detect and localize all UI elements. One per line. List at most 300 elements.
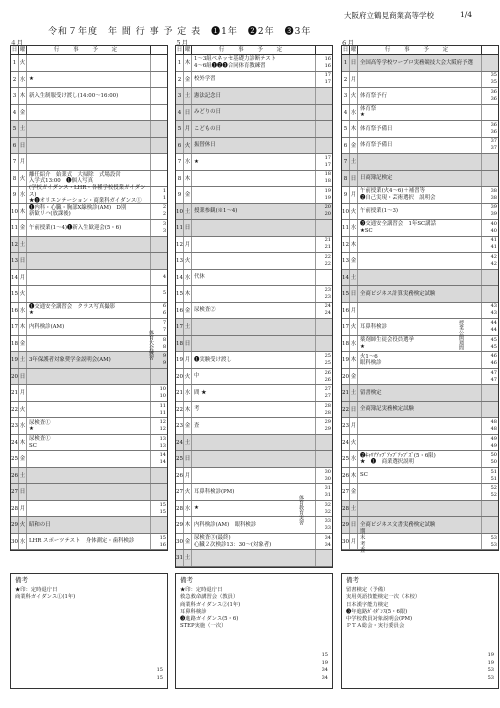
- day-number: 20: [11, 369, 19, 385]
- event-cell: [27, 418, 151, 434]
- weekday: 水: [184, 385, 192, 401]
- event-text: 間 ★: [194, 389, 207, 396]
- lesson-count: [482, 369, 498, 385]
- day-number: 26: [176, 468, 184, 484]
- event-cell: [192, 187, 316, 203]
- day-number: 10: [11, 204, 19, 220]
- note-line: STEP実施（一次）: [180, 623, 227, 630]
- count-value: 3: [162, 220, 166, 227]
- event-cell: [27, 501, 151, 517]
- weekday: 土: [184, 319, 192, 335]
- event-cell: [27, 336, 151, 352]
- day-number: 12: [11, 237, 19, 253]
- lesson-count: [151, 435, 167, 451]
- lesson-count: [482, 517, 498, 533]
- day-number: 10: [176, 204, 184, 220]
- weekday: 土: [184, 435, 192, 451]
- event-cell: [192, 171, 316, 187]
- event-cell: [192, 204, 316, 220]
- event-text: ★ ❶ 商業選択説明: [360, 459, 414, 466]
- weekday: 金: [350, 253, 358, 269]
- count-value: 9: [162, 360, 166, 367]
- day-number: 19: [176, 352, 184, 368]
- lesson-count: [316, 187, 332, 203]
- event-cell: [27, 138, 151, 154]
- table-row: [342, 435, 498, 452]
- event-text: ❷ｷｬﾘｱｱｯﾌﾟｱｯﾌﾟｱｯﾌﾟｽﾞ(5・6限): [360, 452, 436, 459]
- event-cell: [358, 204, 482, 220]
- count-value: 33: [324, 525, 331, 532]
- weekday: 水: [19, 72, 27, 88]
- table-row: [11, 72, 167, 89]
- lesson-count: [316, 220, 332, 236]
- count-value: 42: [490, 260, 497, 267]
- weekday: 金: [19, 105, 27, 121]
- count-value: 52: [490, 492, 497, 499]
- weekday: 火: [184, 253, 192, 269]
- day-number: 18: [11, 336, 19, 352]
- table-row: [176, 220, 332, 237]
- lesson-count: [316, 336, 332, 352]
- event-text: 代休: [194, 274, 205, 281]
- table-row: [342, 72, 498, 89]
- header-weekday: 曜: [350, 47, 357, 53]
- weekday: 月: [350, 418, 358, 434]
- count-value: 38: [490, 194, 497, 201]
- event-cell: [358, 385, 482, 401]
- count-value: 14: [159, 459, 166, 466]
- count-value: 43: [490, 303, 497, 310]
- lesson-count: [151, 303, 167, 319]
- event-cell: [27, 286, 151, 302]
- weekday: 木: [350, 121, 358, 137]
- table-row: [176, 105, 332, 122]
- count-value: 40: [490, 220, 497, 227]
- table-row: [176, 517, 332, 534]
- event-cell: [358, 484, 482, 500]
- table-row: [342, 105, 498, 122]
- day-number: 30: [342, 534, 350, 550]
- event-text: 4〜6組❶❷❸合同体育教練習: [194, 62, 266, 69]
- day-number: 29: [342, 517, 350, 533]
- lesson-count: [482, 402, 498, 418]
- table-row: [342, 55, 498, 72]
- notes-may: [175, 573, 333, 689]
- day-number: 24: [176, 435, 184, 451]
- header-count: [482, 46, 498, 54]
- weekday: 火: [184, 484, 192, 500]
- table-row: [176, 88, 332, 105]
- lesson-count: [151, 385, 167, 401]
- count-value: 39: [490, 211, 497, 218]
- count-value: 25: [324, 360, 331, 367]
- notes-totals: [488, 652, 494, 682]
- lesson-count: [151, 517, 167, 533]
- day-number: 30: [176, 534, 184, 550]
- lesson-count: [151, 171, 167, 187]
- note-line: 日本漢字能力検定: [346, 601, 389, 608]
- lesson-count: [482, 286, 498, 302]
- lesson-count: [316, 352, 332, 368]
- count-value: 13: [159, 442, 166, 449]
- count-value: 16: [324, 55, 331, 62]
- count-value: 13: [159, 435, 166, 442]
- weekday: 月: [19, 501, 27, 517]
- table-row: [11, 88, 167, 105]
- event-cell: [358, 418, 482, 434]
- lesson-count: [482, 270, 498, 286]
- side-note-june: 授業公開週間: [458, 320, 464, 350]
- lesson-count: [316, 369, 332, 385]
- day-number: 17: [176, 319, 184, 335]
- note-line: ❸進路ガイダンス(5・6): [180, 616, 239, 623]
- event-text: 校外学習: [194, 76, 216, 83]
- day-number: 12: [176, 237, 184, 253]
- event-text: 離任紹介 始業式 大掃除 式場設営: [29, 171, 121, 178]
- count-value: 49: [490, 442, 497, 449]
- table-row: [11, 270, 167, 287]
- day-number: 27: [11, 484, 19, 500]
- count-value: 22: [324, 253, 331, 260]
- count-value: 35: [490, 79, 497, 86]
- count-value: 23: [324, 293, 331, 300]
- event-text: ★❶オリエンテーション・商業科ガイダンス①: [29, 198, 142, 205]
- table-row: [176, 319, 332, 336]
- event-cell: [27, 534, 151, 550]
- table-row: [176, 385, 332, 402]
- day-number: 24: [342, 435, 350, 451]
- day-number: 20: [342, 369, 350, 385]
- day-number: 13: [11, 253, 19, 269]
- month-label-may: ５月: [175, 39, 188, 47]
- event-text: 期: [360, 528, 366, 535]
- weekday: 水: [350, 220, 358, 236]
- lesson-count: [316, 138, 332, 154]
- event-text: 尿検査①: [29, 419, 51, 426]
- lesson-count: [482, 435, 498, 451]
- header-weekday: 曜: [184, 47, 191, 53]
- lesson-count: [316, 88, 332, 104]
- note-line: ＰＴＡ総会・実行委員会: [346, 623, 405, 630]
- table-row: [342, 528, 498, 555]
- weekday: 金: [184, 72, 192, 88]
- table-row: [11, 402, 167, 419]
- table-row: [176, 154, 332, 171]
- table-row: [176, 418, 332, 435]
- event-text: 尿検査②: [194, 307, 216, 314]
- day-number: 1: [342, 55, 350, 71]
- event-cell: [358, 451, 482, 467]
- count-value: 52: [490, 485, 497, 492]
- weekday: 木: [184, 286, 192, 302]
- count-value: 27: [324, 393, 331, 400]
- count-value: 14: [159, 452, 166, 459]
- day-number: 29: [11, 517, 19, 533]
- event-cell: [27, 72, 151, 88]
- weekday: 木: [19, 435, 27, 451]
- count-value: 24: [324, 310, 331, 317]
- count-value: 30: [324, 468, 331, 475]
- day-number: 9: [11, 187, 19, 203]
- count-value: 53: [490, 534, 497, 541]
- event-cell: [27, 517, 151, 533]
- lesson-count: [151, 534, 167, 550]
- table-row: [176, 451, 332, 468]
- lesson-count: [151, 154, 167, 170]
- count-value: 29: [324, 419, 331, 426]
- count-value: 31: [324, 492, 331, 499]
- lesson-count: [151, 204, 167, 220]
- event-text: 午前授業(1〜4)❶新入生歓迎会(5・6): [29, 224, 122, 231]
- lesson-count: [316, 517, 332, 533]
- weekday: 土: [350, 270, 358, 286]
- weekday: 月: [19, 385, 27, 401]
- day-number: 28: [342, 501, 350, 517]
- side-note-april: 体育大会練習: [148, 330, 154, 360]
- event-cell: [192, 534, 316, 550]
- notes-title: 備考: [346, 576, 359, 584]
- month-table-april: [10, 45, 168, 551]
- lesson-count: [316, 121, 332, 137]
- weekday: 土: [184, 204, 192, 220]
- header-day: 日: [11, 47, 18, 53]
- total-value: 15: [156, 667, 163, 674]
- day-number: 6: [11, 138, 19, 154]
- weekday: 火: [350, 204, 358, 220]
- header-day: 日: [342, 47, 349, 53]
- table-row: [11, 418, 167, 435]
- lesson-count: [151, 418, 167, 434]
- weekday: 日: [19, 138, 27, 154]
- day-number: 30: [11, 534, 19, 550]
- lesson-count: [151, 72, 167, 88]
- table-row: [176, 352, 332, 369]
- count-value: 10: [159, 386, 166, 393]
- event-cell: [192, 286, 316, 302]
- lesson-count: [316, 319, 332, 335]
- count-value: 7: [162, 327, 166, 333]
- table-row: [176, 55, 332, 72]
- weekday: 日: [350, 55, 358, 71]
- count-value: 11: [159, 402, 166, 409]
- day-number: 19: [342, 352, 350, 368]
- event-cell: [27, 468, 151, 484]
- weekday: 火: [184, 369, 192, 385]
- lesson-count: [151, 138, 167, 154]
- lesson-count: [482, 187, 498, 203]
- lesson-count: [482, 501, 498, 517]
- header-events: 行 事 予 定: [27, 46, 151, 54]
- day-number: 27: [342, 484, 350, 500]
- lesson-count: [482, 105, 498, 121]
- lesson-count: [316, 171, 332, 187]
- lesson-count: [151, 55, 167, 71]
- event-text: 尿検査①: [29, 436, 51, 443]
- table-row: [342, 204, 498, 221]
- lesson-count: [482, 319, 498, 335]
- count-value: 45: [490, 336, 497, 343]
- count-value: 8: [162, 343, 166, 350]
- table-row: [11, 369, 167, 386]
- event-text: 耳鼻科検診: [360, 323, 387, 330]
- lesson-count: [151, 286, 167, 302]
- lesson-count: [151, 121, 167, 137]
- table-row: [11, 204, 167, 221]
- weekday: 木: [19, 204, 27, 220]
- lesson-count: [316, 385, 332, 401]
- event-cell: [192, 138, 316, 154]
- event-text: 全商ビジネス文書実務検定試験: [360, 521, 436, 528]
- lesson-count: [316, 418, 332, 434]
- count-value: 12: [159, 426, 166, 433]
- notes-title: 備考: [180, 576, 193, 584]
- table-row: [11, 55, 167, 72]
- note-line: 商業科ガイダンス①(1年): [15, 594, 76, 601]
- table-row: [176, 72, 332, 89]
- event-cell: [27, 88, 151, 104]
- day-number: 20: [176, 369, 184, 385]
- day-number: 8: [11, 171, 19, 187]
- event-text: 3年保護者対象奨学金説明会(AM): [29, 356, 111, 363]
- day-number: 6: [176, 138, 184, 154]
- lesson-count: [316, 286, 332, 302]
- page-number: 1/4: [460, 10, 473, 19]
- weekday: 水: [350, 105, 358, 121]
- weekday: 火: [19, 55, 27, 71]
- lesson-count: [316, 435, 332, 451]
- event-text: 新入生制服受け渡し(14:00〜16:00): [29, 92, 119, 99]
- event-text: 振替休日: [194, 142, 216, 149]
- lesson-count: [151, 105, 167, 121]
- count-value: 49: [490, 435, 497, 442]
- day-number: 21: [11, 385, 19, 401]
- day-number: 22: [176, 402, 184, 418]
- header-events: 行 事 予 定: [192, 46, 316, 54]
- lesson-count: [482, 385, 498, 401]
- event-cell: [27, 154, 151, 170]
- day-number: 16: [342, 303, 350, 319]
- table-row: [342, 468, 498, 485]
- lesson-count: [482, 336, 498, 352]
- event-text: 午前授業(1〜3): [360, 208, 399, 215]
- event-text: 薬剤師生徒会役員選挙: [360, 337, 414, 344]
- event-cell: [358, 501, 482, 517]
- lesson-count: [316, 55, 332, 71]
- event-text: 昭和の日: [29, 521, 51, 528]
- table-row: [342, 352, 498, 369]
- lesson-count: [482, 237, 498, 253]
- lesson-count: [482, 451, 498, 467]
- month-label-april: ４月: [10, 39, 23, 47]
- header-count: [316, 46, 332, 54]
- day-number: 8: [176, 171, 184, 187]
- lesson-count: [482, 418, 498, 434]
- event-text: ★: [29, 310, 34, 317]
- event-cell: [358, 237, 482, 253]
- count-value: 46: [490, 360, 497, 367]
- weekday: 月: [350, 534, 358, 550]
- day-number: 9: [176, 187, 184, 203]
- day-number: 11: [176, 220, 184, 236]
- table-row: [11, 220, 167, 237]
- weekday: 水: [350, 336, 358, 352]
- lesson-count: [482, 171, 498, 187]
- weekday: 月: [350, 303, 358, 319]
- event-cell: [192, 402, 316, 418]
- table-row: [342, 138, 498, 155]
- event-cell: [358, 402, 482, 418]
- event-text: 火1〜6: [360, 353, 378, 360]
- day-number: 21: [342, 385, 350, 401]
- day-number: 15: [342, 286, 350, 302]
- event-text: 考: [194, 406, 200, 413]
- event-cell: [27, 171, 151, 187]
- count-value: 31: [324, 485, 331, 492]
- event-cell: [192, 319, 316, 335]
- event-cell: [358, 468, 482, 484]
- event-cell: [192, 418, 316, 434]
- notes-totals: [157, 667, 163, 682]
- weekday: 火: [19, 171, 27, 187]
- count-value: 51: [490, 475, 497, 482]
- count-value: 1: [162, 194, 166, 201]
- event-cell: [358, 286, 482, 302]
- day-number: 3: [11, 88, 19, 104]
- count-value: 28: [324, 402, 331, 409]
- count-value: 16: [159, 541, 166, 548]
- event-text: 全商ビジネス計算実務検定試験: [360, 290, 436, 297]
- event-text: 末: [360, 535, 366, 542]
- lesson-count: [151, 468, 167, 484]
- event-cell: [192, 369, 316, 385]
- event-cell: [358, 171, 482, 187]
- event-cell: [358, 220, 482, 236]
- lesson-count: [482, 534, 498, 550]
- school-name: 大阪府立鶴見商業高等学校: [344, 11, 434, 20]
- day-number: 18: [176, 336, 184, 352]
- count-value: 34: [324, 541, 331, 548]
- event-cell: [27, 451, 151, 467]
- day-number: 15: [11, 286, 19, 302]
- weekday: 月: [184, 237, 192, 253]
- weekday: 月: [184, 352, 192, 368]
- note-line: 留書検定（予備）: [346, 587, 389, 594]
- table-row: [342, 451, 498, 468]
- weekday: 月: [184, 468, 192, 484]
- count-value: 26: [324, 369, 331, 376]
- count-value: 24: [324, 303, 331, 310]
- day-number: 21: [176, 385, 184, 401]
- event-cell: [358, 55, 482, 71]
- day-number: 2: [11, 72, 19, 88]
- event-text: 考: [360, 541, 366, 548]
- header-weekday: 曜: [19, 47, 26, 53]
- table-row: [176, 303, 332, 320]
- event-cell: [27, 187, 151, 203]
- table-row: [176, 204, 332, 221]
- day-number: 3: [342, 88, 350, 104]
- table-row: [176, 138, 332, 155]
- count-value: 36: [490, 95, 497, 102]
- lesson-count: [482, 484, 498, 500]
- lesson-count: [151, 501, 167, 517]
- count-value: 9: [162, 353, 166, 360]
- lesson-count: [316, 501, 332, 517]
- count-value: 21: [324, 237, 331, 244]
- event-text: ★: [360, 343, 365, 350]
- table-row: [342, 237, 498, 254]
- weekday: 金: [19, 336, 27, 352]
